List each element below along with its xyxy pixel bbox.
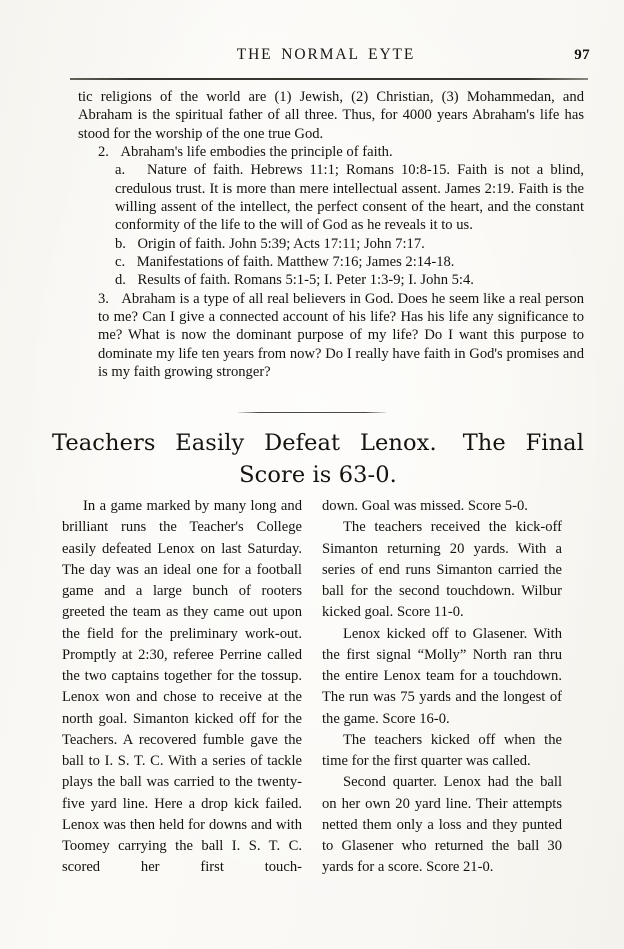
outline-item-2 <box>78 143 584 161</box>
running-head-title: THE NORMAL EYTE <box>236 46 416 63</box>
outline-item-3-text: Abraham is a type of all real believers in God. Does he seem like a real person to me? Can I give a connected account of his life? Has his life any significance to me? What is now the dominant purpose of my life? Do I want this purpose to dominate my life ten years from now? Do I really have faith in God's promises and is my faith growing stronger? <box>98 290 584 381</box>
headline-line-1 <box>52 428 584 459</box>
outline-item-a <box>92 161 584 234</box>
article-paragraph: Second quarter. Lenox had the ball on her own 20 yard line. Their attempts netted them only a loss and they punted to Glasener who returned the ball 30 yards for a score. Score 21-0. <box>322 774 562 876</box>
headline-line-1-left: Teachers Easily Defeat Lenox. <box>52 430 437 456</box>
outline-item-b-marker: b. <box>115 235 126 252</box>
article-headline <box>52 428 584 491</box>
outline-item-2-marker: 2. <box>98 144 109 161</box>
article-paragraph: The teachers received the kick-off Simanton returning 20 yards. With a series of end runs Simanton carried the ball for the second touchdown. Wilbur kicked goal. Score 11-0. <box>322 519 562 621</box>
article-paragraph: Lenox kicked off to Glasener. With the first signal “Molly” North ran thru the entire Lenox team for a touchdown. The run was 75 yards and the longest of the game. Score 16-0. <box>322 625 562 727</box>
outline-continued-paragraph: tic religions of the world are (1) Jewish, (2) Christian, (3) Mohammedan, and Abraham is the spiritual father of all three. Thus, for 4000 years Abraham's life has stood for the worship of the one true God. <box>78 89 584 142</box>
section-divider-rule <box>238 412 386 413</box>
article-paragraph: The teachers kicked off when the time for the first quarter was called. <box>322 731 562 769</box>
outline-item-d-text: Results of faith. Romans 5:1-5; I. Peter 1:3-9; I. John 5:4. <box>137 272 474 289</box>
article-column-left <box>62 496 302 879</box>
article-paragraph: down. Goal was missed. Score 5-0. <box>322 498 528 514</box>
outline-item-2-text: Abraham's life embodies the principle of faith. <box>120 144 393 161</box>
outline-item-d <box>92 271 584 289</box>
outline-item-c-marker: c. <box>115 254 126 271</box>
outline-item-b-text: Origin of faith. John 5:39; Acts 17:11; John 7:17. <box>137 235 425 252</box>
running-head <box>62 46 590 68</box>
outline-item-d-marker: d. <box>115 272 126 289</box>
article-paragraph: In a game marked by many long and brilliant runs the Teacher's College easily defeated Lenox on last Saturday. The day was an ideal one for a football game and a large bunch of rooters greeted the team as they came out upon the field for the preliminary work-out. Promptly at 2:30, referee Perrine called the two captains together for the tossup. Lenox won and chose to receive at the north goal. Simanton kicked off for the Teachers. A recovered fumble gave the ball to I. S. T. C. With a series of tackle plays the ball was carried to the twenty-five yard line. Here a drop kick failed. Lenox was then held for downs and with Toomey carrying the ball I. S. T. C. scored her first touch- <box>62 498 302 876</box>
article-column-right <box>322 496 562 879</box>
header-rule <box>70 78 588 80</box>
headline-line-1-right: The Final <box>462 430 584 456</box>
outline-item-c <box>92 253 584 271</box>
outline-block <box>78 88 584 382</box>
outline-item-a-text: Nature of faith. Hebrews 11:1; Romans 10:8-15. Faith is not a blind, credulous trust. It is more than mere intellectual assent. James 2:19. Faith is the willing assent of the intellect, the perfect consent of the heart, and the constant conformity of the life to the will of God as he reveals it to us. <box>115 162 584 234</box>
outline-item-c-text: Manifestations of faith. Matthew 7:16; James 2:14-18. <box>136 254 455 271</box>
page-number: 97 <box>574 47 590 63</box>
outline-item-b <box>92 235 584 253</box>
outline-item-3-marker: 3. <box>98 290 109 307</box>
outline-item-3 <box>78 290 584 382</box>
headline-line-2: Score is 63-0. <box>239 462 397 488</box>
outline-item-a-marker: a. <box>115 162 126 179</box>
